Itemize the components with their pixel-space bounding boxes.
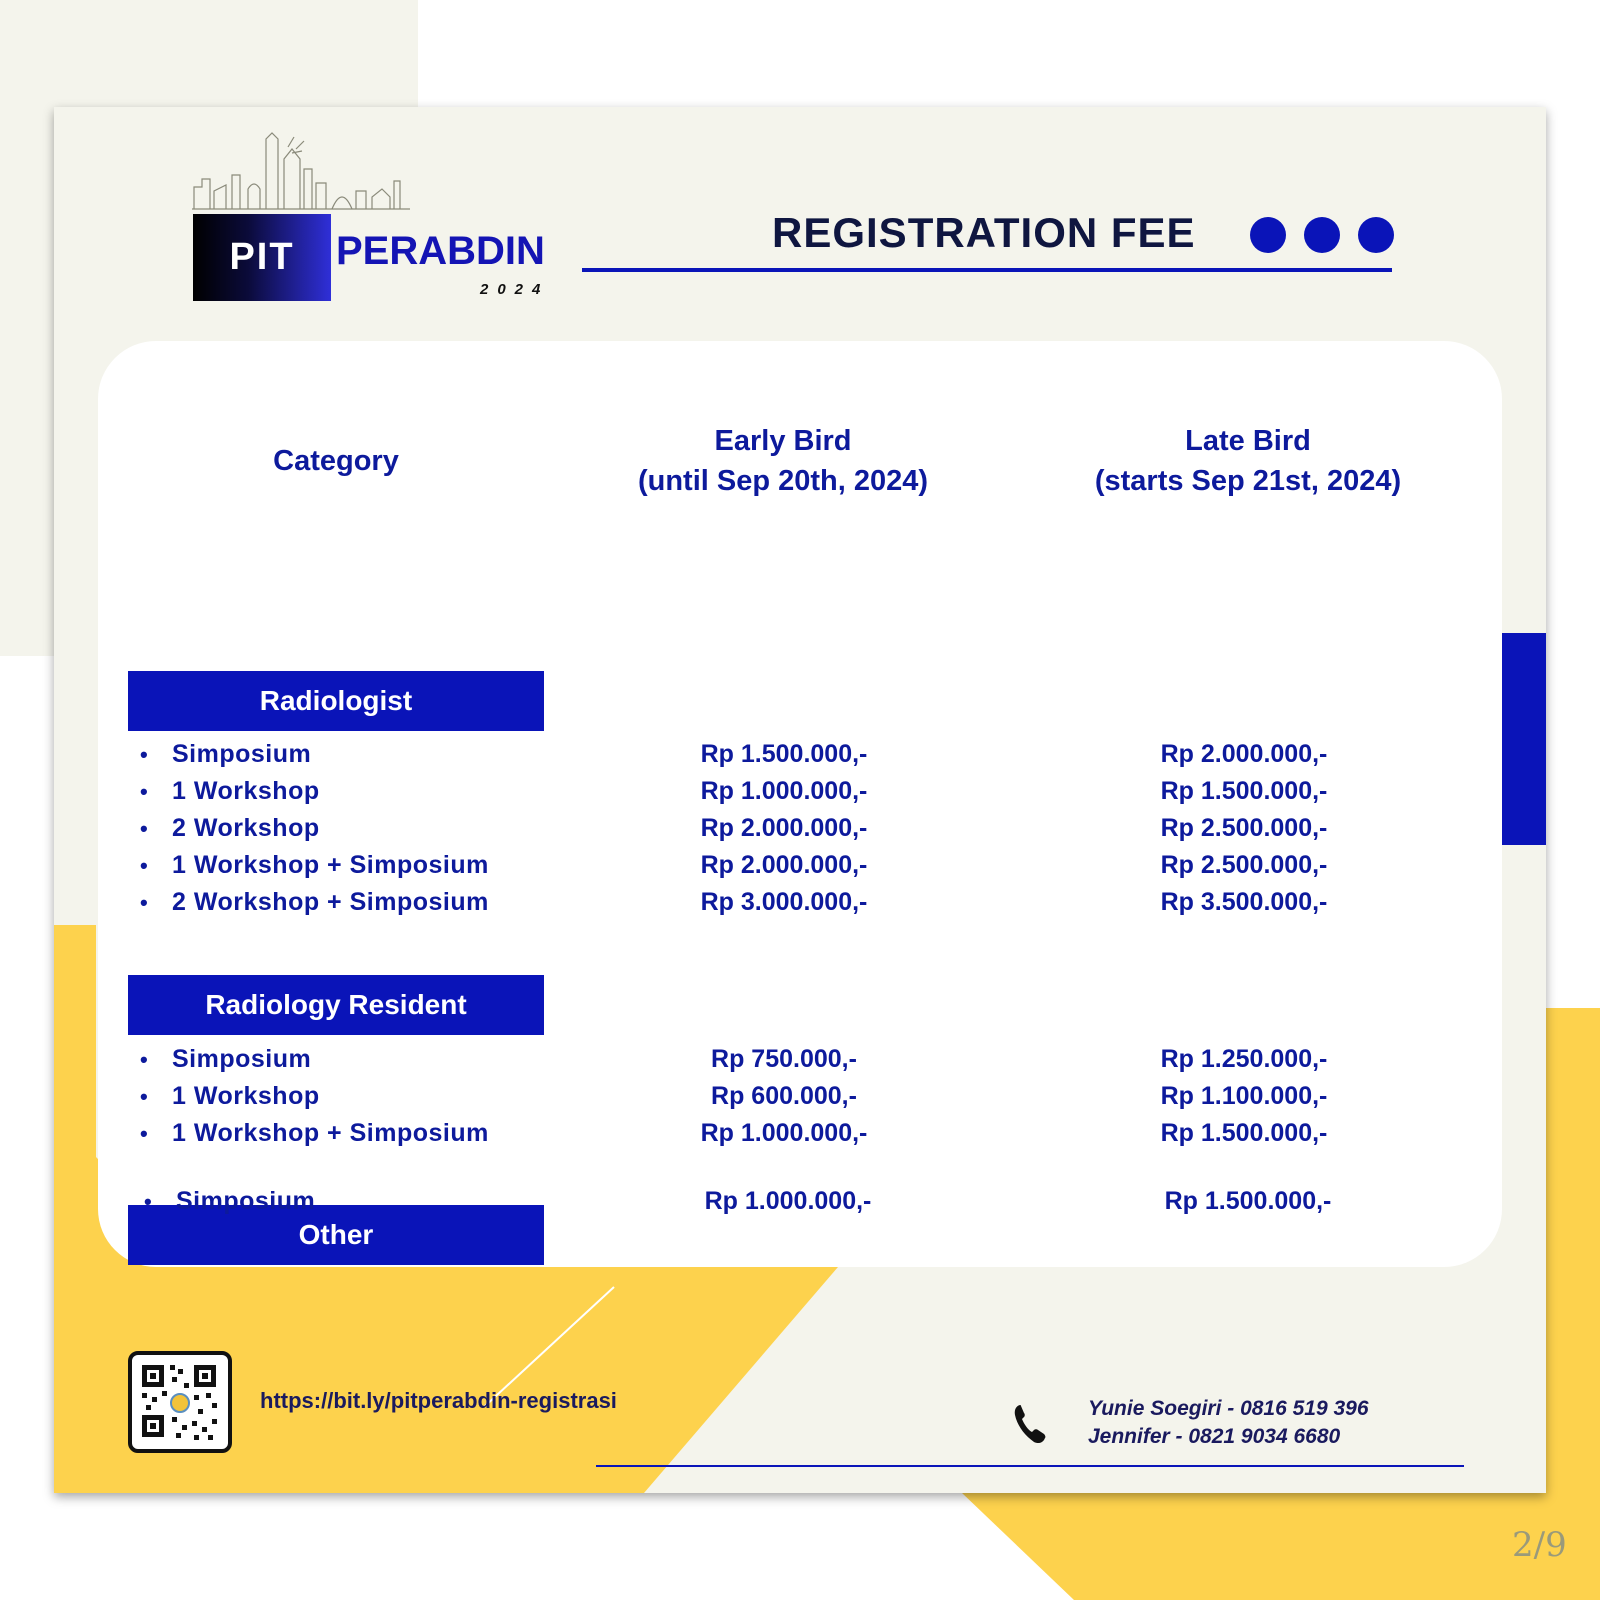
late-bird-price: Rp 2.000.000,-	[1160, 740, 1328, 768]
bullet-icon: •	[140, 890, 148, 915]
late-bird-price: Rp 1.500.000,-	[1164, 1187, 1332, 1215]
dot-icon	[1250, 217, 1286, 253]
decorative-dots	[1250, 217, 1394, 253]
early-bird-price: Rp 600.000,-	[711, 1082, 857, 1110]
registration-link[interactable]: https://bit.ly/pitperabdin-registrasi	[260, 1388, 617, 1413]
table-row	[98, 1078, 1502, 1115]
section-header-radiology-resident: Radiology Resident	[128, 975, 544, 1035]
late-bird-price: Rp 2.500.000,-	[1160, 814, 1328, 842]
late-bird-title: Late Bird	[1185, 425, 1311, 457]
row-label: Simposium	[176, 1187, 316, 1215]
early-bird-price: Rp 2.000.000,-	[700, 814, 868, 842]
early-bird-price: Rp 1.000.000,-	[704, 1187, 872, 1215]
footer-underline	[596, 1465, 1464, 1467]
section-header-radiologist: Radiologist	[128, 671, 544, 731]
bullet-icon: •	[140, 779, 148, 804]
row-label: 1 Workshop + Simposium	[172, 851, 489, 879]
row-label: Simposium	[172, 740, 312, 768]
logo-name: PERABDIN	[336, 229, 545, 273]
logo-pit-box: PIT	[193, 214, 331, 301]
late-bird-date: (starts Sep 21st, 2024)	[1094, 465, 1402, 497]
side-accent-bar	[1502, 633, 1546, 845]
page-title: REGISTRATION FEE	[772, 209, 1196, 256]
fee-table-panel	[98, 341, 1502, 1267]
logo-year: 2024	[480, 281, 550, 298]
page-indicator: 2/9	[1512, 1525, 1567, 1565]
row-label: 1 Workshop	[172, 777, 320, 805]
early-bird-price: Rp 1.500.000,-	[700, 740, 868, 768]
table-row	[98, 1115, 1502, 1152]
bullet-icon: •	[144, 1189, 152, 1214]
bullet-icon: •	[140, 1047, 148, 1072]
contact-jennifer: Jennifer - 0821 9034 6680	[1088, 1425, 1341, 1448]
bullet-icon: •	[140, 1084, 148, 1109]
row-label: 2 Workshop + Simposium	[172, 888, 489, 916]
qr-pattern	[132, 1355, 228, 1449]
early-bird-price: Rp 2.000.000,-	[700, 851, 868, 879]
table-row	[98, 773, 1502, 810]
late-bird-price: Rp 1.100.000,-	[1160, 1082, 1328, 1110]
row-label: 1 Workshop	[172, 1082, 320, 1110]
bullet-icon: •	[140, 853, 148, 878]
table-row	[102, 1183, 1506, 1220]
bullet-icon: •	[140, 1121, 148, 1146]
city-skyline-icon	[192, 129, 412, 213]
column-header-category: Category	[273, 445, 399, 477]
early-bird-price: Rp 3.000.000,-	[700, 888, 868, 916]
section-header-other: Other	[128, 1205, 544, 1265]
late-bird-price: Rp 1.250.000,-	[1160, 1045, 1328, 1073]
early-bird-date: (until Sep 20th, 2024)	[637, 465, 929, 497]
column-header-late-bird	[1038, 421, 1458, 501]
contact-yunie: Yunie Soegiri - 0816 519 396	[1088, 1397, 1369, 1420]
header-underline	[582, 268, 1392, 272]
late-bird-price: Rp 2.500.000,-	[1160, 851, 1328, 879]
row-label: 1 Workshop + Simposium	[172, 1119, 489, 1147]
row-label: 2 Workshop	[172, 814, 320, 842]
table-row	[98, 736, 1502, 773]
table-row	[98, 884, 1502, 921]
dot-icon	[1304, 217, 1340, 253]
bullet-icon: •	[140, 816, 148, 841]
early-bird-title: Early Bird	[714, 425, 852, 457]
early-bird-price: Rp 750.000,-	[711, 1045, 857, 1073]
late-bird-price: Rp 1.500.000,-	[1160, 1119, 1328, 1147]
contact-list	[1088, 1395, 1369, 1451]
flyer-card	[54, 107, 1546, 1493]
table-row	[98, 810, 1502, 847]
qr-code-icon[interactable]	[128, 1351, 232, 1453]
late-bird-price: Rp 1.500.000,-	[1160, 777, 1328, 805]
phone-icon	[1012, 1403, 1046, 1445]
row-label: Simposium	[172, 1045, 312, 1073]
early-bird-price: Rp 1.000.000,-	[700, 777, 868, 805]
table-row	[98, 1041, 1502, 1078]
late-bird-price: Rp 3.500.000,-	[1160, 888, 1328, 916]
dot-icon	[1358, 217, 1394, 253]
bullet-icon: •	[140, 742, 148, 767]
column-header-early-bird	[578, 421, 988, 501]
table-row	[98, 847, 1502, 884]
early-bird-price: Rp 1.000.000,-	[700, 1119, 868, 1147]
